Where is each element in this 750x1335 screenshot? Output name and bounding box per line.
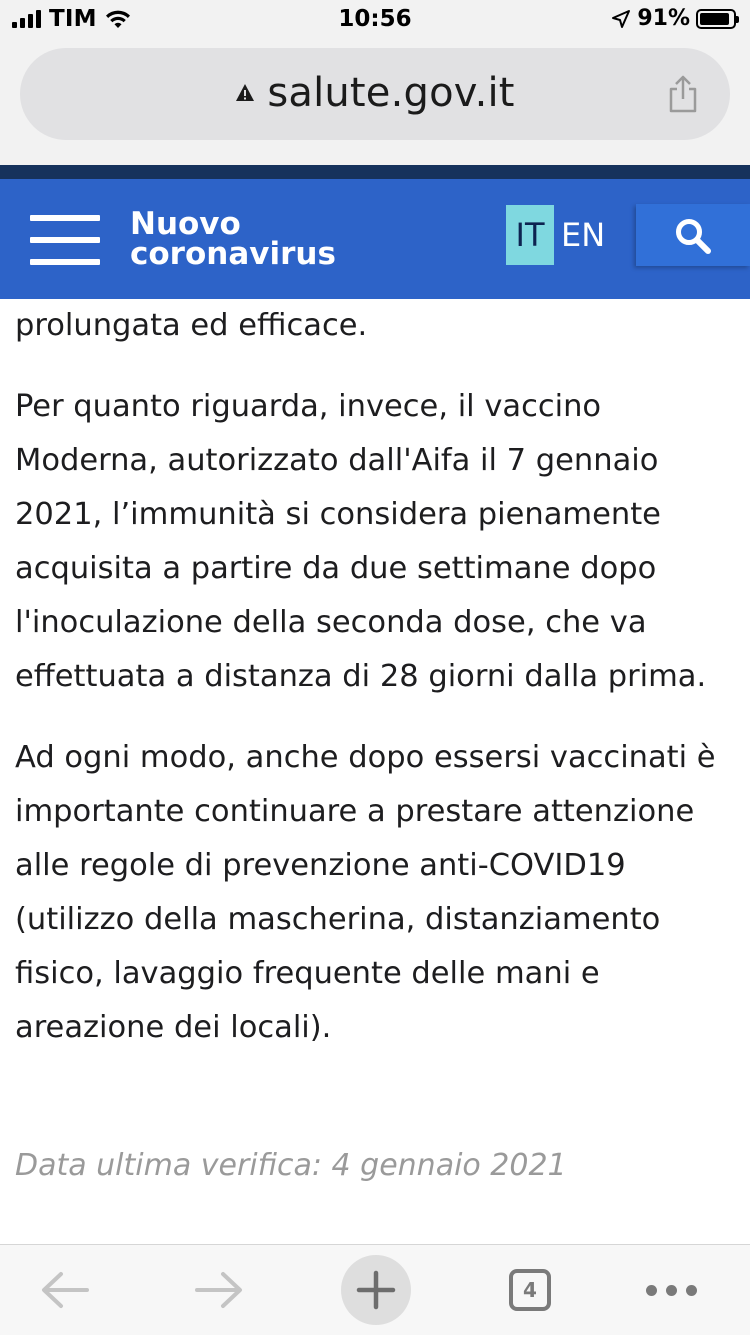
back-button[interactable] bbox=[22, 1245, 108, 1335]
new-tab-button[interactable] bbox=[333, 1245, 419, 1335]
status-bar bbox=[0, 0, 750, 40]
tabs-button[interactable] bbox=[487, 1245, 573, 1335]
tabs-icon: 4 bbox=[509, 1269, 551, 1311]
hamburger-menu-icon[interactable] bbox=[30, 215, 100, 265]
site-header bbox=[0, 179, 750, 299]
forward-button[interactable] bbox=[176, 1245, 262, 1335]
article-paragraph-1: prolungata ed efficace. bbox=[15, 308, 368, 343]
warning-icon bbox=[235, 83, 255, 103]
search-icon bbox=[674, 217, 712, 255]
site-title[interactable] bbox=[130, 206, 336, 272]
browser-address-area bbox=[0, 40, 750, 165]
language-it-button[interactable]: IT bbox=[506, 205, 554, 265]
share-icon[interactable] bbox=[666, 74, 700, 114]
site-title-line2: coronavirus bbox=[130, 236, 336, 272]
header-top-strip bbox=[0, 165, 750, 179]
clock: 10:56 bbox=[338, 6, 412, 32]
site-title-line1: Nuovo bbox=[130, 206, 241, 242]
language-en-button[interactable]: EN bbox=[561, 216, 606, 254]
plus-icon bbox=[356, 1270, 396, 1310]
article-paragraph-2: Per quanto riguarda, invece, il vaccino Moderna, autorizzato dall'Aifa il 7 gennaio 2021, l’immunità si considera pienamente acquisita a partire da due settimane dopo l'inoculazione della seconda dose, che va effettuata a distanza di 28 giorni dalla prima. bbox=[15, 389, 707, 694]
carrier-name: TIM bbox=[49, 6, 97, 32]
location-arrow-icon bbox=[611, 9, 631, 29]
url-text: salute.gov.it bbox=[267, 70, 515, 116]
more-button[interactable] bbox=[628, 1245, 714, 1335]
browser-toolbar bbox=[0, 1244, 750, 1335]
article-body bbox=[15, 299, 740, 1082]
battery-icon bbox=[696, 9, 736, 29]
back-arrow-icon bbox=[39, 1270, 91, 1310]
address-bar[interactable] bbox=[20, 48, 730, 140]
more-dots-icon bbox=[646, 1285, 697, 1296]
last-verified-date: Data ultima verifica: 4 gennaio 2021 bbox=[15, 1148, 567, 1183]
battery-percentage: 91% bbox=[637, 6, 690, 31]
status-right bbox=[611, 6, 736, 31]
forward-arrow-icon bbox=[193, 1270, 245, 1310]
article-paragraph-3: Ad ogni modo, anche dopo essersi vaccinati è importante continuare a prestare attenzione alle regole di prevenzione anti-COVID19 (utilizzo della mascherina, distanziamento fisico, lavaggio frequente delle mani e areazione dei locali). bbox=[15, 740, 716, 1045]
search-button[interactable] bbox=[636, 204, 750, 266]
